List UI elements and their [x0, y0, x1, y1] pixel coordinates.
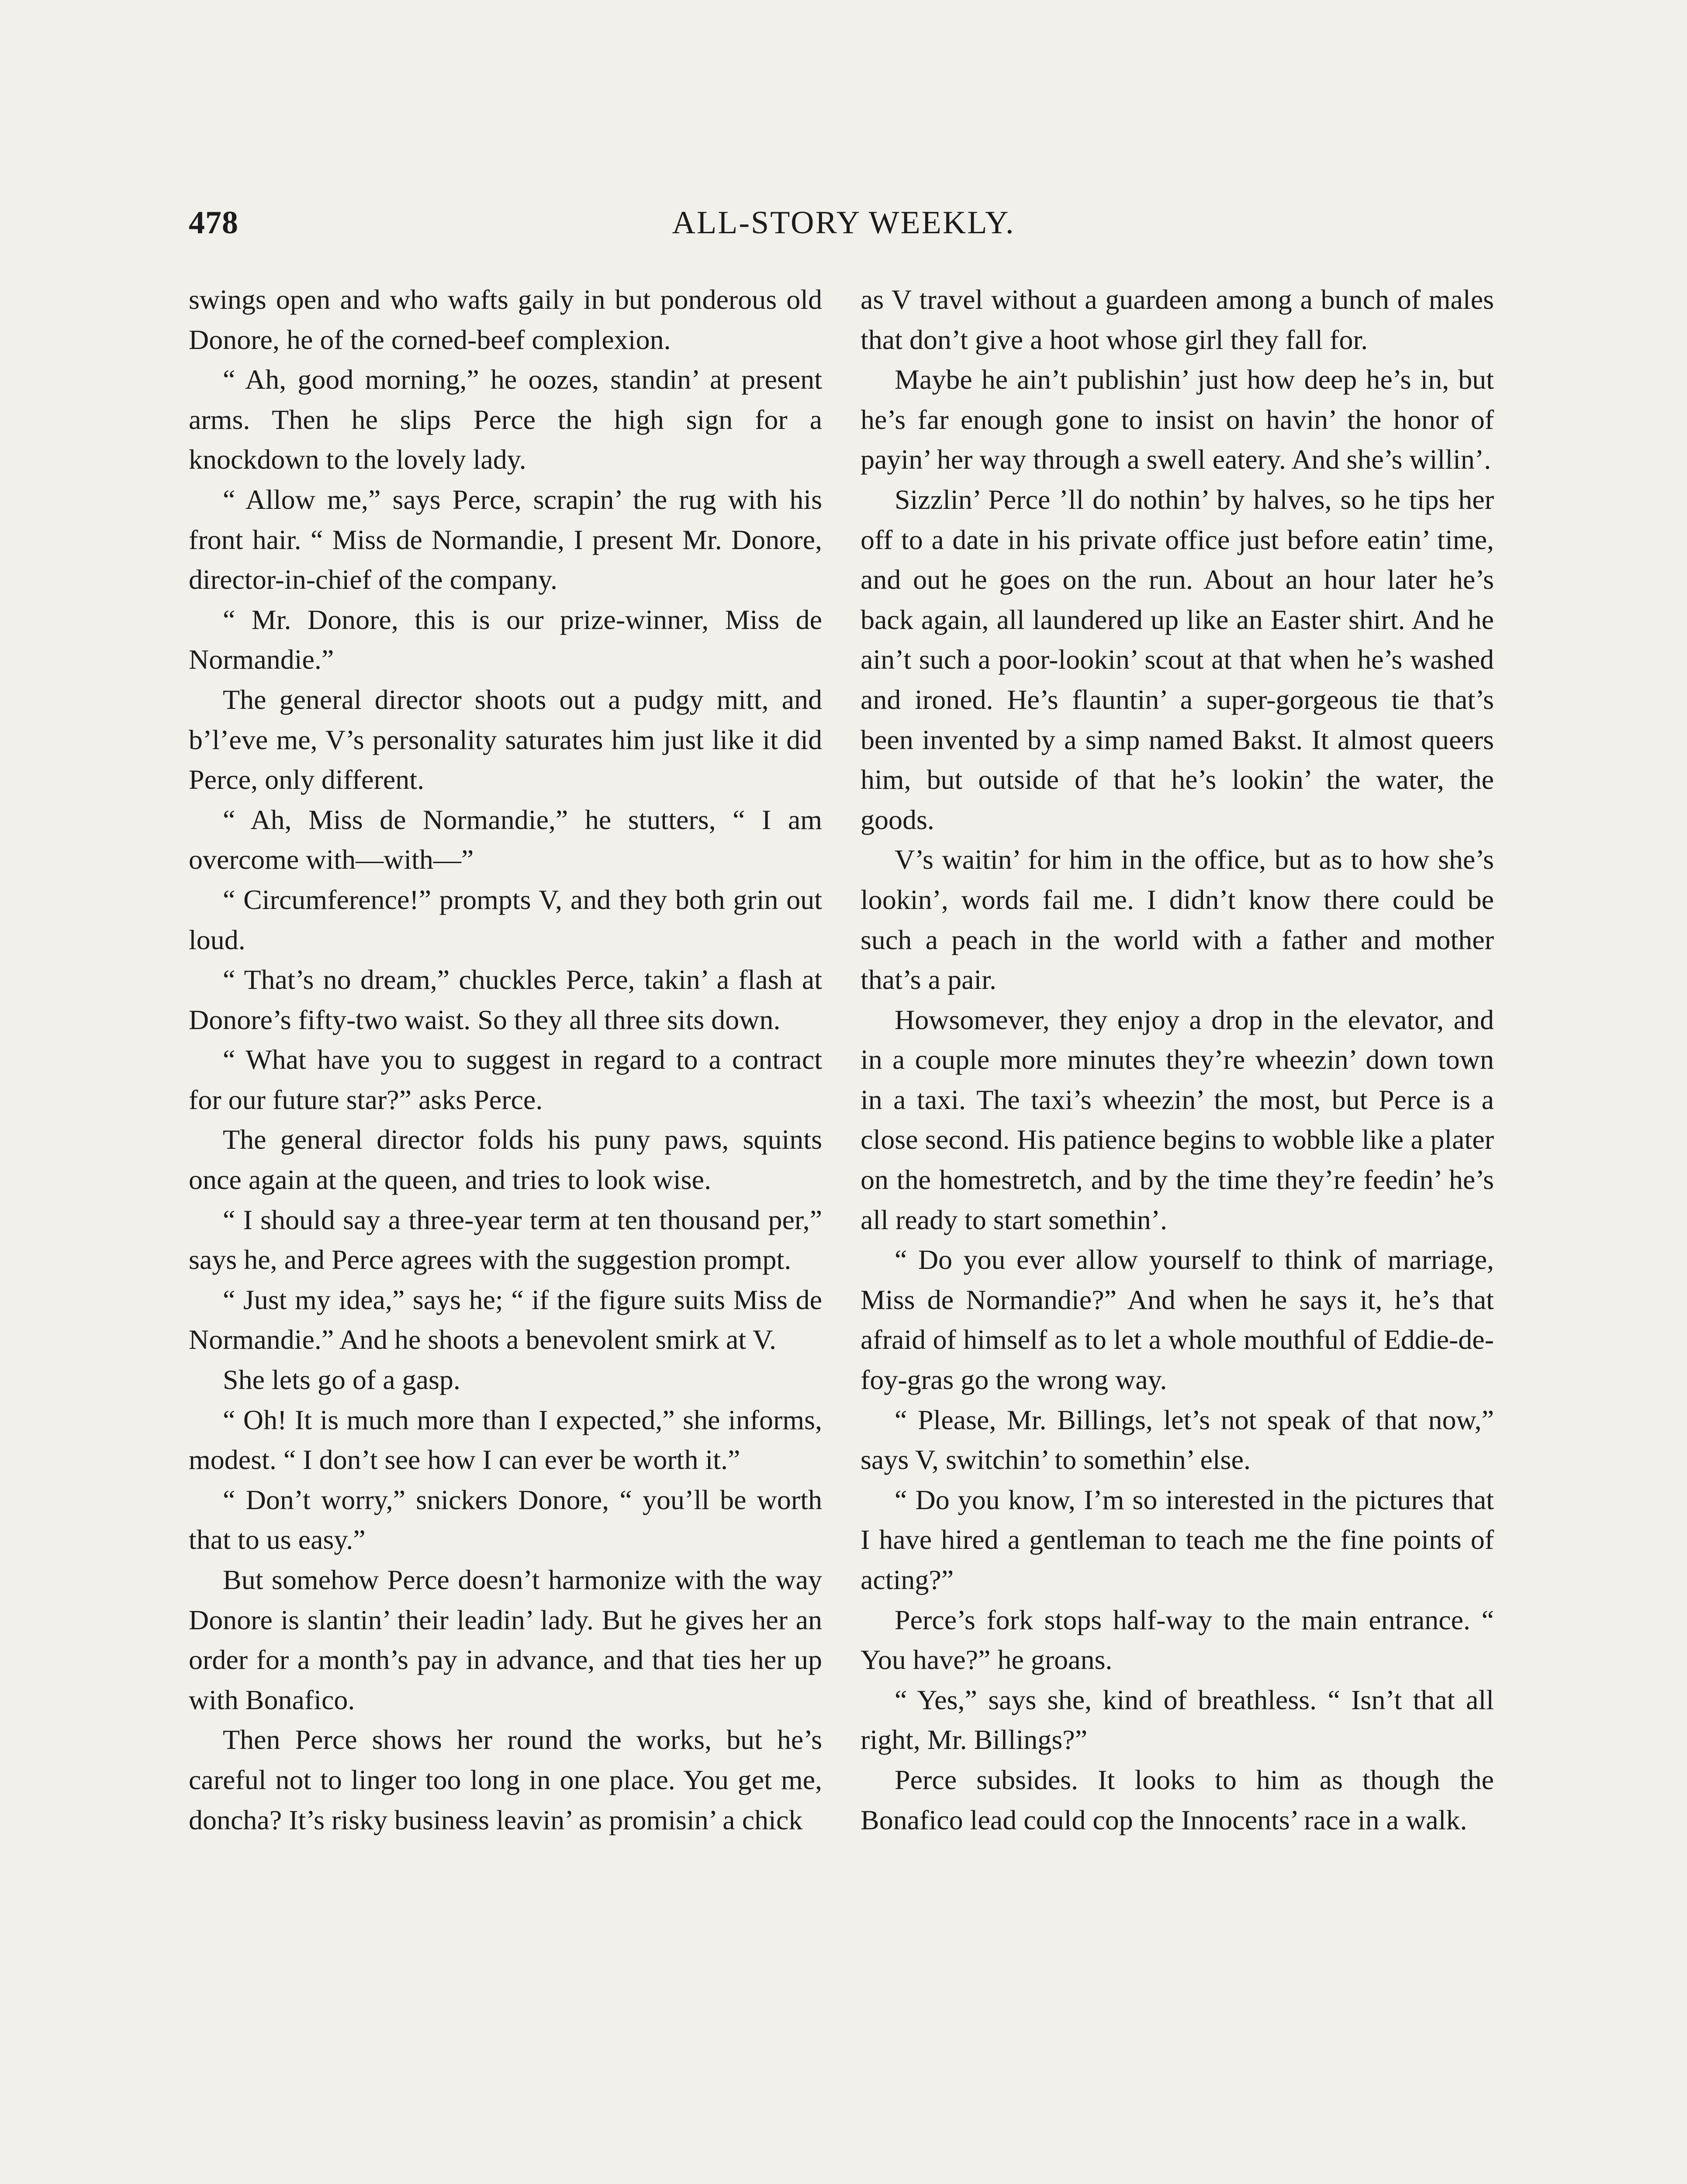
paragraph: “ That’s no dream,” chuckles Perce, takin’ a flash at Donore’s fifty-two waist. So they all three sits down. [189, 964, 822, 1035]
left-column [189, 280, 822, 1840]
paragraph: “ Please, Mr. Billings, let’s not speak of that now,” says V, switchin’ to somethin’ else. [861, 1404, 1494, 1476]
paragraph: “ Yes,” says she, kind of breathless. “ Isn’t that all right, Mr. Billings?” [861, 1684, 1494, 1755]
paragraph: “ Allow me,” says Perce, scrapin’ the rug with his front hair. “ Miss de Normandie, I present Mr. Donore, director-in-chief of the company. [189, 484, 822, 595]
right-column [861, 280, 1494, 1840]
page-header [189, 204, 1498, 257]
page-number: 478 [189, 205, 239, 241]
paragraph: V’s waitin’ for him in the office, but as to how she’s lookin’, words fail me. I didn’t know there could be such a peach in the world with a father and mother that’s a pair. [861, 844, 1494, 995]
paragraph: She lets go of a gasp. [223, 1364, 460, 1396]
paragraph: “ What have you to suggest in regard to a contract for our future star?” asks Perce. [189, 1044, 822, 1115]
paragraph: “ I should say a three-year term at ten thousand per,” says he, and Perce agrees with the suggestion prompt. [189, 1204, 822, 1275]
paragraph: The general director shoots out a pudgy mitt, and b’l’eve me, V’s personality saturates him just like it did Perce, only different. [189, 684, 822, 795]
paragraph: “ Ah, good morning,” he oozes, standin’ at present arms. Then he slips Perce the high sign for a knockdown to the lovely lady. [189, 364, 822, 475]
paragraph: “ Mr. Donore, this is our prize-winner, Miss de Normandie.” [189, 604, 822, 675]
paragraph: swings open and who wafts gaily in but ponderous old Donore, he of the corned-beef complexion. [189, 284, 822, 355]
paragraph: Howsomever, they enjoy a drop in the elevator, and in a couple more minutes they’re wheezin’ down town in a taxi. The taxi’s wheezin’ the most, but Perce is a close second. His patience begins to wobble like a plater on the homestretch, and by the time they’re feedin’ he’s all ready to start somethin’. [861, 1004, 1494, 1235]
paragraph: Sizzlin’ Perce ’ll do nothin’ by halves, so he tips her off to a date in his private office just before eatin’ time, and out he goes on the run. About an hour later he’s back again, all laundered up like an Easter shirt. And he ain’t such a poor-lookin’ scout at that when he’s washed and ironed. He’s flauntin’ a super-gorgeous tie that’s been invented by a simp named Bakst. It almost queers him, but outside of that he’s lookin’ the water, the goods. [861, 484, 1494, 835]
paragraph: Perce subsides. It looks to him as though the Bonafico lead could cop the Innocents’ race in a walk. [861, 1764, 1494, 1835]
paragraph: But somehow Perce doesn’t harmonize with the way Donore is slantin’ their leadin’ lady. But he gives her an order for a month’s pay in advance, and that ties her up with Bonafico. [189, 1564, 822, 1715]
paragraph: “ Do you ever allow yourself to think of marriage, Miss de Normandie?” And when he says it, he’s that afraid of himself as to let a whole mouthful of Eddie-de-foy-gras go the wrong way. [861, 1244, 1494, 1396]
paragraph: as V travel without a guardeen among a bunch of males that don’t give a hoot whose girl they fall for. [861, 284, 1494, 355]
paragraph: Then Perce shows her round the works, but he’s careful not to linger too long in one place. You get me, doncha? It’s risky business leavin’ as promisin’ a chick [189, 1724, 822, 1835]
paragraph: “ Ah, Miss de Normandie,” he stutters, “ I am overcome with—with—” [189, 804, 822, 875]
paragraph: “ Just my idea,” says he; “ if the figure suits Miss de Normandie.” And he shoots a benevolent smirk at V. [189, 1284, 822, 1355]
running-title: ALL-STORY WEEKLY. [672, 205, 1015, 241]
paragraph: The general director folds his puny paws, squints once again at the queen, and tries to look wise. [189, 1124, 822, 1196]
paragraph: Perce’s fork stops half-way to the main entrance. “ You have?” he groans. [861, 1604, 1494, 1676]
paragraph: “ Don’t worry,” snickers Donore, “ you’ll be worth that to us easy.” [189, 1484, 822, 1555]
paragraph: Maybe he ain’t publishin’ just how deep he’s in, but he’s far enough gone to insist on havin’ the honor of payin’ her way through a swell eatery. And she’s willin’. [861, 364, 1494, 475]
paragraph: “ Do you know, I’m so interested in the pictures that I have hired a gentleman to teach me the fine points of acting?” [861, 1484, 1494, 1595]
paragraph: “ Circumference!” prompts V, and they both grin out loud. [189, 884, 822, 955]
paragraph: “ Oh! It is much more than I expected,” she informs, modest. “ I don’t see how I can ever be worth it.” [189, 1404, 822, 1476]
